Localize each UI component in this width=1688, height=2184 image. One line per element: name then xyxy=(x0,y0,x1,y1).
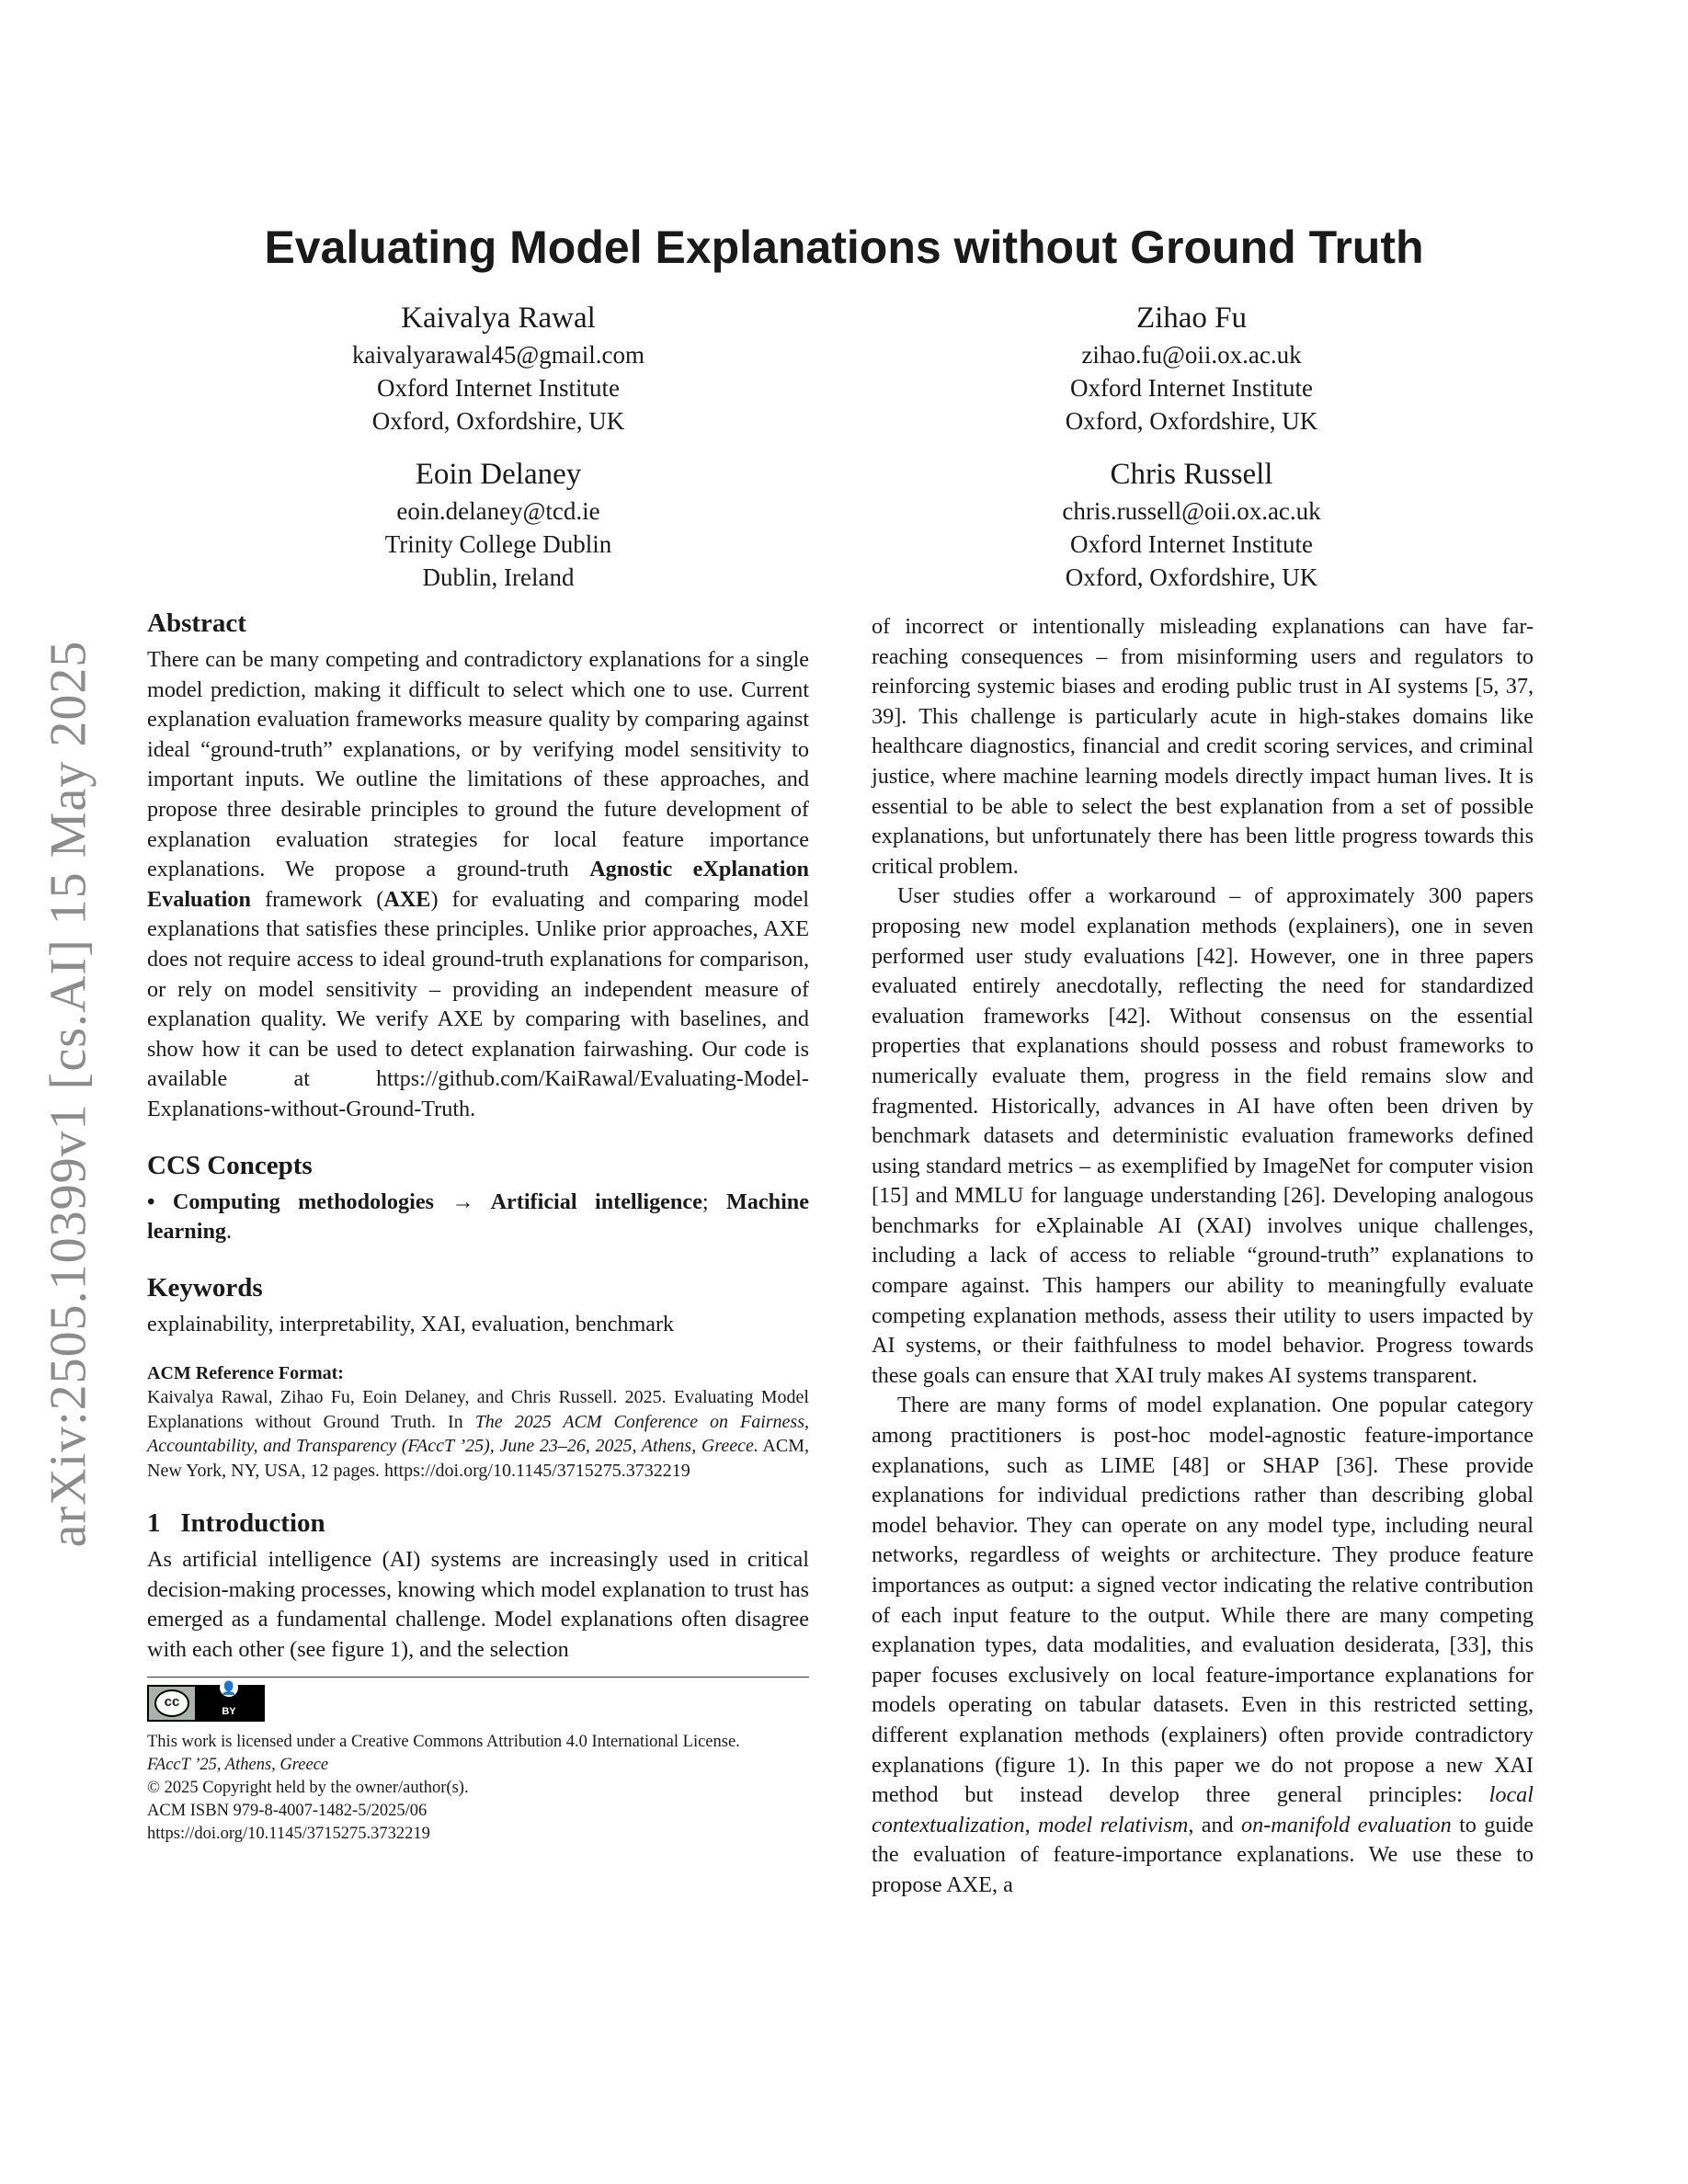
venue-line: FAccT ’25, Athens, Greece xyxy=(147,1755,329,1774)
author-email: zihao.fu@oii.ox.ac.uk xyxy=(1081,341,1302,369)
body-paragraph: There are many forms of model explanation. One popular category among practitioners is post-hoc model-agnostic feature-importance explanations, such as LIME [48] or SHAP [36]. These provide explanations for individual predictions rather than describing global model behavior. They can operate on any model type, including neural networks, regardless of weights or architecture. They produce feature importances as output: a signed vector indicating the relative contribution of each input feature to the output. While there are many competing explanation types, data modalities, and evaluation desiderata, [33], this paper focuses exclusively on local feature-importance explanations for models operating on tabular datasets. Even in this restricted setting, different explanation methods (explainers) often provide contradictory explanations (figure 1). In this paper we do not propose a new XAI method but instead develop three general principles: local contextualization, model relativism, and on-manifold evaluation to guide the evaluation of feature-importance explanations. We use these to propose AXE, a xyxy=(872,1393,1534,1897)
attribution-person-icon: 👤 xyxy=(220,1678,238,1697)
left-column xyxy=(147,607,809,1846)
license-line: This work is licensed under a Creative Commons Attribution 4.0 International License. xyxy=(147,1732,740,1751)
acm-reference-heading: ACM Reference Format: xyxy=(147,1363,344,1384)
author-affiliation: Trinity College Dublin xyxy=(384,530,612,558)
doi-link[interactable]: https://doi.org/10.1145/3715275.3732219 xyxy=(147,1824,430,1843)
introduction-paragraph: As artificial intelligence (AI) systems are increasingly used in critical decision-making processes, knowing which model explanation to trust has emerged as a fundamental challenge. Model explanations often disagree with each other (see figure 1), and the selection xyxy=(147,1547,809,1663)
author-block-1 xyxy=(241,298,756,438)
arxiv-sidebar-stamp: arXiv:2505.10399v1 [cs.AI] 15 May 2025 xyxy=(40,640,97,1548)
author-block-4 xyxy=(934,454,1449,594)
paper-title: Evaluating Model Explanations without Ground Truth xyxy=(264,222,1424,273)
author-email: kaivalyarawal45@gmail.com xyxy=(351,341,644,369)
author-affiliation: Oxford Internet Institute xyxy=(1070,530,1313,558)
ccs-heading: CCS Concepts xyxy=(147,1150,313,1180)
by-label: BY xyxy=(222,1706,236,1718)
body-paragraph: of incorrect or intentionally misleading explanations can have far-reaching consequences – from misinforming users and regulators to reinforcing systemic biases and eroding public trust in AI systems [5, 37, 39]. This challenge is particularly acute in high-stakes domains like healthcare diagnostics, financial and credit scoring services, and criminal justice, where machine learning models directly impact human lives. It is essential to be able to select the best explanation from a set of possible explanations, but unfortunately there has been little progress towards this critical problem. xyxy=(872,614,1534,879)
author-location: Dublin, Ireland xyxy=(422,563,575,591)
keywords-text: explainability, interpretability, XAI, evaluation, benchmark xyxy=(147,1311,675,1337)
introduction-heading: 1 Introduction xyxy=(147,1508,325,1539)
author-location: Oxford, Oxfordshire, UK xyxy=(1065,407,1318,435)
author-block-2 xyxy=(934,298,1449,438)
body-paragraph: User studies offer a workaround – of approximately 300 papers proposing new model explanation methods (explainers), one in seven performed user study evaluations [42]. However, one in three papers evaluated entirely anecdotally, reflecting the need for standardized evaluation frameworks [42]. Without consensus on the essential properties that explanations should possess and robust frameworks to numerically evaluate them, progress in the field remains slow and fragmented. Historically, advances in AI have often been driven by benchmark datasets and deterministic evaluation frameworks defined using standard metrics – as exemplified by ImageNet for computer vision [15] and MMLU for language understanding [26]. Developing analogous benchmarks for eXplainable AI (XAI) involves unique challenges, including a lack of access to reliable “ground-truth” explanations to compare against. This hampers our ability to meaningfully evaluate competing explanation methods, assess their utility to users impacted by AI systems, or their faithfulness to model behavior. Progress towards these goals can ensure that XAI truly makes AI systems transparent. xyxy=(872,883,1534,1388)
author-email: chris.russell@oii.ox.ac.uk xyxy=(1062,497,1321,525)
right-column xyxy=(872,612,1534,1901)
cc-by-badge[interactable] xyxy=(147,1680,265,1722)
abstract-text: There can be many competing and contradictory explanations for a single model prediction, making it difficult to select which one to use. Current explanation evaluation frameworks measure quality by comparing against ideal “ground-truth” explanations, or by verifying model sensitivity to important inputs. We outline the limitations of these approaches, and propose three desirable principles to ground the future development of explanation evaluation strategies for local feature importance explanations. We propose a ground-truth Agnostic eXplanation Evaluation framework (AXE) for evaluating and comparing model explanations that satisfies these principles. Unlike prior approaches, AXE does not require access to ideal ground-truth explanations for comparison, or rely on model sensitivity – providing an independent measure of explanation quality. We verify AXE by comparing with baselines, and show how it can be used to detect explanation fairwashing. Our code is available at https://github.com/KaiRawal/Evaluating-Model-Explanations-without-Ground-Truth. xyxy=(147,647,809,1121)
ccs-text: • Computing methodologies → Artificial intelligence; Machine learning. xyxy=(147,1189,809,1245)
author-name: Kaivalya Rawal xyxy=(401,301,596,335)
isbn-line: ACM ISBN 979-8-4007-1482-5/2025/06 xyxy=(147,1801,428,1820)
author-email: eoin.delaney@tcd.ie xyxy=(396,497,600,525)
author-location: Oxford, Oxfordshire, UK xyxy=(371,407,625,435)
copyright-line: © 2025 Copyright held by the owner/author(s). xyxy=(147,1778,469,1797)
author-affiliation: Oxford Internet Institute xyxy=(1070,374,1313,402)
creative-commons-icon: cc xyxy=(154,1689,189,1717)
author-location: Oxford, Oxfordshire, UK xyxy=(1065,563,1318,591)
author-name: Zihao Fu xyxy=(1135,301,1248,335)
author-affiliation: Oxford Internet Institute xyxy=(377,374,620,402)
author-name: Chris Russell xyxy=(1110,458,1273,491)
license-footer xyxy=(147,1677,809,1846)
abstract-heading: Abstract xyxy=(147,609,246,638)
acm-reference-text: Kaivalya Rawal, Zihao Fu, Eoin Delaney, and Chris Russell. 2025. Evaluating Model Explanations without Ground Truth. In The 2025 ACM Conference on Fairness, Accountability, and Transparency (FAccT ’25), June 23–26, 2025, Athens, Greece. ACM, New York, NY, USA, 12 pages. https://doi.org/10.1145/3715275.3732219 xyxy=(147,1387,809,1481)
author-name: Eoin Delaney xyxy=(415,458,582,491)
author-block-3 xyxy=(241,454,756,594)
keywords-heading: Keywords xyxy=(147,1272,263,1302)
